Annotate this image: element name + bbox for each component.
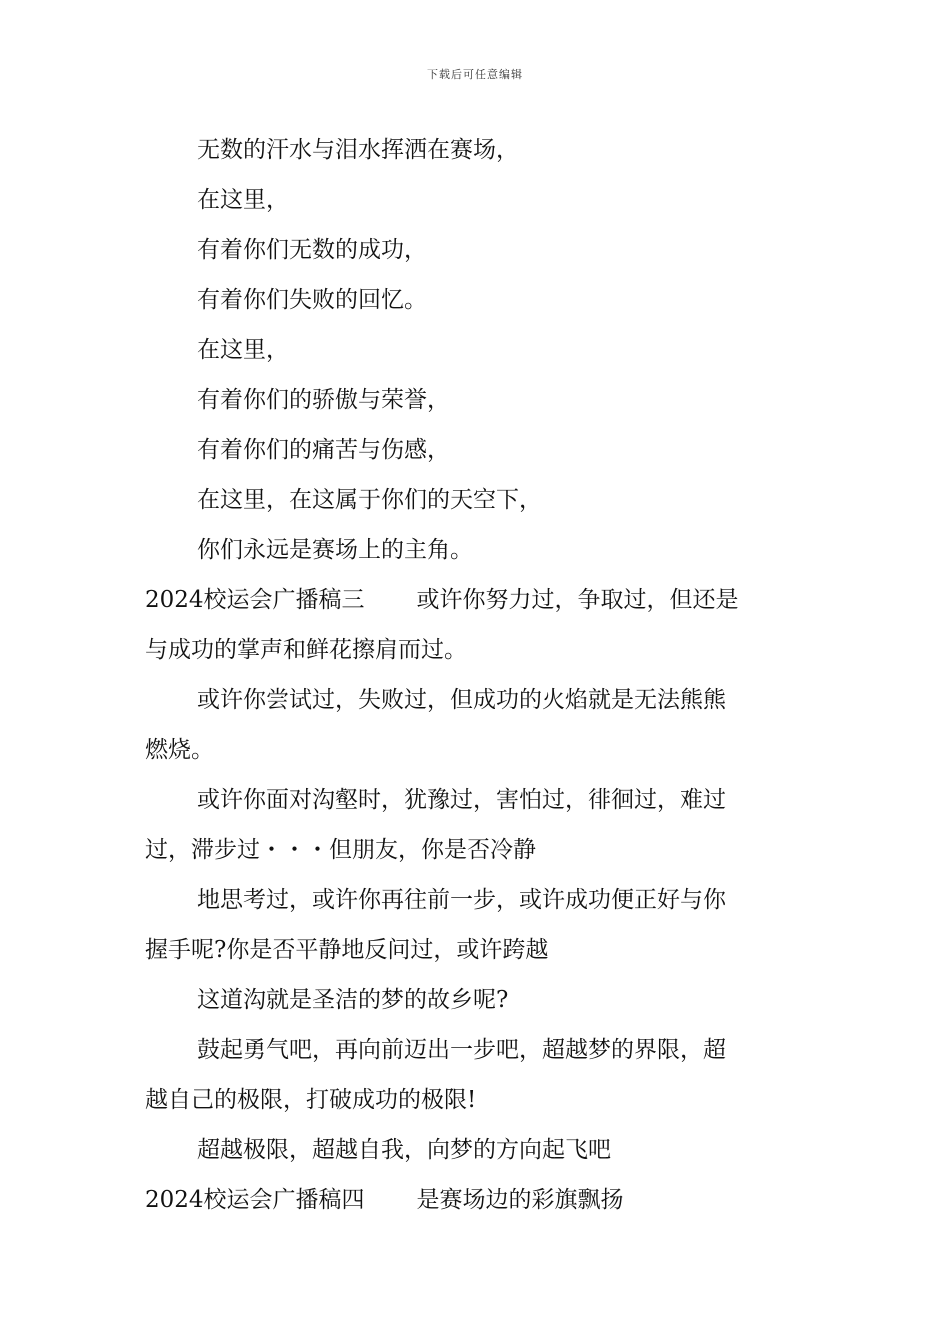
section-4-heading-line — [145, 1175, 810, 1225]
poem-line-5: 在这里， — [197, 337, 289, 363]
poem-line-6: 有着你们的骄傲与荣誉， — [197, 387, 450, 413]
poem-line-9: 你们永远是赛场上的主角。 — [197, 537, 473, 563]
poem-line-3: 有着你们无数的成功， — [197, 237, 427, 263]
section-3-p2-line-2: 燃烧。 — [145, 737, 214, 763]
poem-line-2: 在这里， — [197, 187, 289, 213]
section-3-heading-line — [145, 575, 810, 625]
document-body — [145, 125, 810, 1225]
poem-line-8: 在这里，在这属于你们的天空下， — [197, 487, 542, 513]
section-3-p5-line-1: 这道沟就是圣洁的梦的故乡呢? — [197, 987, 509, 1013]
section-3-p4-line-1: 地思考过，或许你再往前一步，或许成功便正好与你 — [197, 887, 726, 913]
poem-line-4: 有着你们失败的回忆。 — [197, 287, 427, 313]
section-3-p7-line-1: 超越极限，超越自我，向梦的方向起飞吧 — [197, 1137, 611, 1163]
section-3-p6-line-2: 越自己的极限，打破成功的极限! — [145, 1087, 477, 1113]
section-3-p3-line-2: 过，滞步过・・・但朋友，你是否冷静 — [145, 837, 536, 863]
section-4-title: 2024校运会广播稿四 — [145, 1187, 365, 1213]
section-3-p4-line-2: 握手呢?你是否平静地反问过，或许跨越 — [145, 937, 549, 963]
section-3-p3-line-1: 或许你面对沟壑时，犹豫过，害怕过，徘徊过，难过 — [197, 787, 726, 813]
poem-line-1: 无数的汗水与泪水挥洒在赛场， — [197, 137, 519, 163]
section-4-first-line: 是赛场边的彩旗飘扬 — [416, 1187, 624, 1213]
page-header: 下载后可任意编辑 — [427, 68, 523, 81]
section-3-line-cont: 与成功的掌声和鲜花擦肩而过。 — [145, 637, 467, 663]
poem-line-7: 有着你们的痛苦与伤感， — [197, 437, 450, 463]
section-3-first-line: 或许你努力过，争取过，但还是 — [416, 587, 739, 613]
section-3-p2-line-1: 或许你尝试过，失败过，但成功的火焰就是无法熊熊 — [197, 687, 726, 713]
section-3-title: 2024校运会广播稿三 — [145, 587, 365, 613]
section-3-p6-line-1: 鼓起勇气吧，再向前迈出一步吧，超越梦的界限，超 — [197, 1037, 726, 1063]
